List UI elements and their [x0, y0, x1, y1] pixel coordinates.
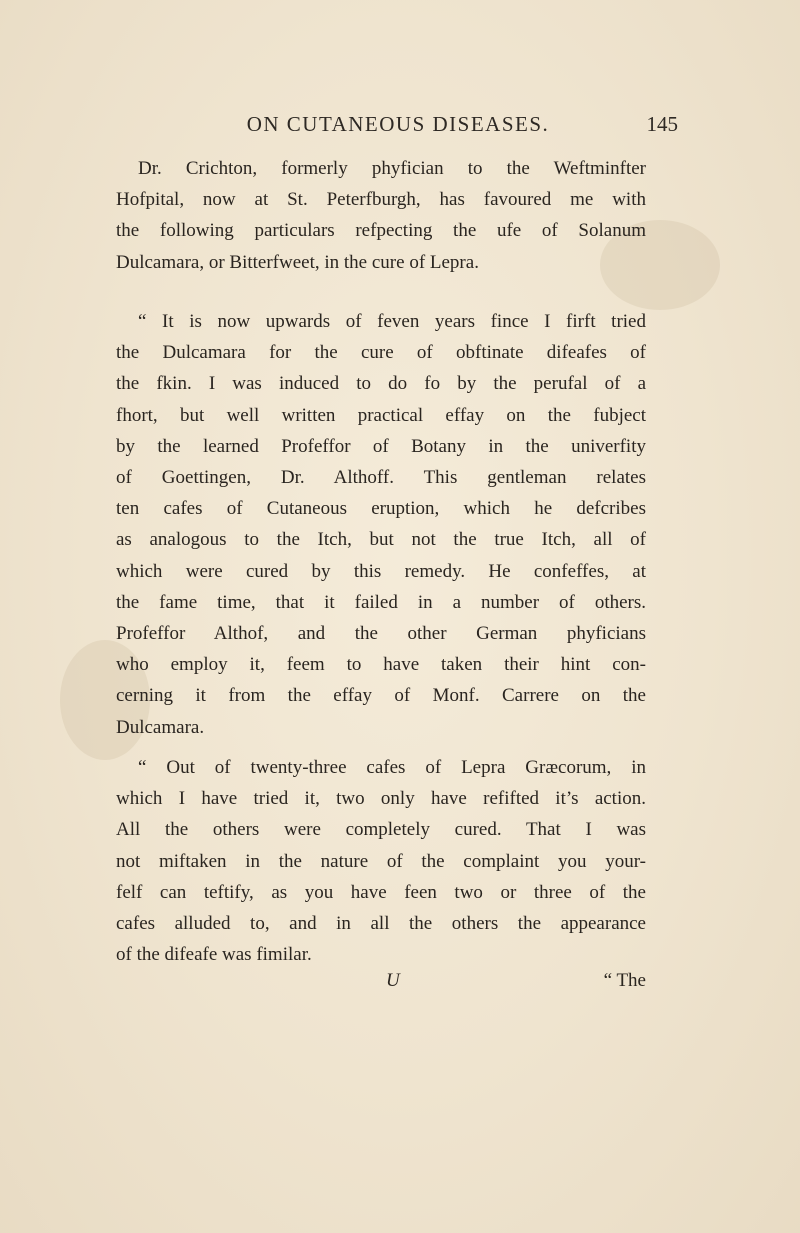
signature-mark: U — [386, 970, 400, 991]
text-line: of the difeafe was fimilar. — [116, 944, 312, 966]
text-line: “ Out of twenty-three cafes of Lepra Græcorum, in — [138, 757, 646, 778]
text-line: Dulcamara. — [116, 716, 205, 738]
paragraph-quote-2 — [116, 752, 646, 970]
text-line: “ It is now upwards of feven years fince I firft tried — [138, 311, 646, 332]
text-line: the Dulcamara for the cure of obftinate difeafes of — [116, 342, 646, 364]
running-head: ON CUTANEOUS DISEASES. — [246, 112, 550, 136]
page-footer — [116, 970, 646, 1002]
text-line: Dr. Crichton, formerly phyfician to the Weftminfter — [138, 158, 646, 179]
text-line: which I have tried it, two only have refifted it’s action. — [116, 788, 646, 810]
page-header — [118, 112, 678, 142]
paragraph-intro — [116, 153, 646, 278]
text-line: not miftaken in the nature of the complaint you your- — [116, 850, 646, 872]
text-line: the following particulars refpecting the ufe of Solanum — [116, 220, 646, 242]
text-line: ten cafes of Cutaneous eruption, which he defcribes — [116, 498, 646, 520]
text-line: cerning it from the effay of Monf. Carrere on the — [116, 685, 646, 707]
text-line: cafes alluded to, and in all the others the appearance — [116, 913, 646, 935]
catchword: “ The — [603, 970, 646, 991]
text-line: of Goettingen, Dr. Althoff. This gentleman relates — [116, 467, 646, 489]
page-number: 145 — [646, 112, 678, 136]
text-line: the fame time, that it failed in a number of others. — [116, 591, 646, 613]
text-line: fhort, but well written practical effay on the fubject — [116, 404, 646, 426]
text-line: felf can teftify, as you have feen two or three of the — [116, 881, 646, 903]
text-line: All the others were completely cured. That I was — [116, 819, 646, 841]
text-line: by the learned Profeffor of Botany in the univerfity — [116, 435, 646, 457]
text-line: Hofpital, now at St. Peterfburgh, has favoured me with — [116, 189, 646, 211]
text-line: Profeffor Althof, and the other German phyficians — [116, 623, 646, 645]
text-line: the fkin. I was induced to do fo by the perufal of a — [116, 373, 646, 395]
text-line: Dulcamara, or Bitterfweet, in the cure of Lepra. — [116, 251, 479, 273]
paragraph-quote-1 — [116, 306, 646, 743]
text-line: as analogous to the Itch, but not the true Itch, all of — [116, 529, 646, 551]
text-line: which were cured by this remedy. He confeffes, at — [116, 560, 646, 582]
text-line: who employ it, feem to have taken their hint con- — [116, 654, 646, 676]
